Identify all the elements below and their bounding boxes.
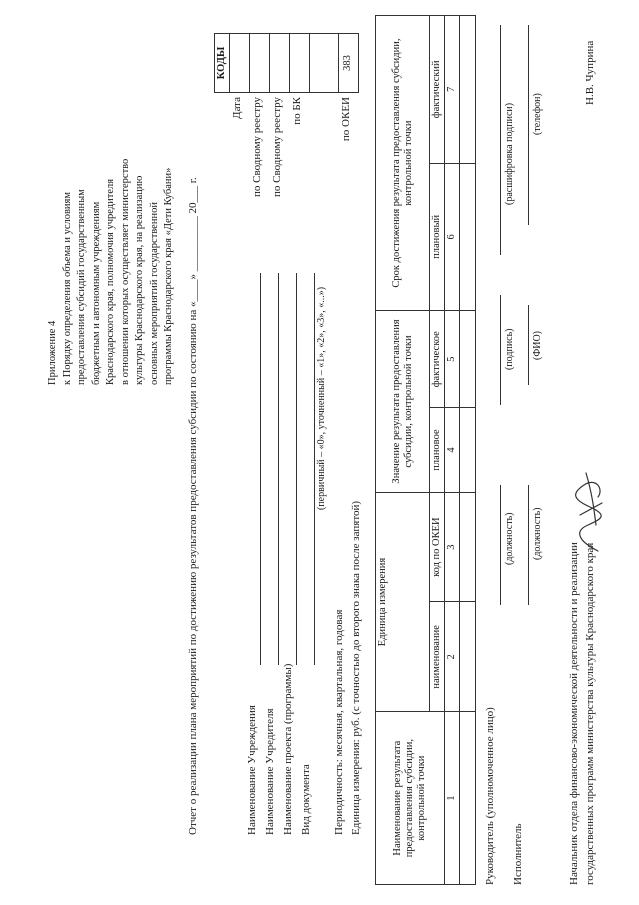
col-value-plan: плановое [430,408,445,493]
col-unit-code: код по ОКЕИ [430,492,445,602]
position-hint-2: (должность) [532,507,543,560]
col-number: 2 [445,602,460,712]
registry-label-2: по Сводному реестру [271,97,283,197]
project-line [296,273,297,665]
institution-line [260,273,261,665]
code-bk [290,34,310,93]
registry-label-1: по Сводному реестру [251,97,263,197]
appendix-line: Приложение 4 [47,320,58,385]
table-cell [460,16,476,164]
report-title: Отчет о реализации плана мероприятий по достижению результатов предоставления субсидии по состоянию на «____» __________ 20___ г. [187,177,199,835]
okei-label: по ОКЕИ [340,97,352,142]
executor-phone-line [528,25,529,225]
table-cell [460,602,476,712]
date-label: Дата [231,97,243,119]
periodicity-label: Периодичность: месячная, квартальная, годовая [333,609,345,835]
codes-table [214,33,359,93]
table-cell [460,712,476,885]
appendix-line: в отношении которых осуществляет министерство [119,158,131,385]
col-unit-name: наименование [430,602,445,712]
col-number: 5 [445,311,460,408]
fio-hint: (ФИО) [532,330,543,360]
appendix-line: к Порядку определения объема и условиям [61,191,73,385]
results-table [375,15,476,885]
signature-hint: (подпись) [504,328,515,370]
col-term-header: Срок достижения результата предоставления субсидии, контрольной точки [376,16,430,311]
code-okei: 383 [339,34,359,93]
codes-header: КОДЫ [215,46,227,80]
appendix-line: бюджетным и автономным учреждениям [90,201,102,385]
founder-label: Наименование Учредителя [264,708,276,835]
founder-line [278,273,279,665]
doc-type-label: Вид документа [300,764,312,835]
code-date [230,34,250,93]
col-unit-header: Единица измерения [376,492,430,711]
appendix-line: предоставления субсидий государственным [76,189,87,385]
appendix-line: программы Краснодарского края «Дети Кубани» [163,167,174,385]
footer-line-2: государственных программ министерства культуры Краснодарского края [584,542,596,885]
bk-label: по БК [291,97,303,125]
col-value-fact: фактическое [430,311,445,408]
doc-type-hint: (первичный – «0», уточненный – «1», «2», «3», «...») [316,286,327,510]
col-number: 1 [445,712,460,885]
executor-position-line [528,485,529,605]
head-position-line [500,485,501,605]
col-number: 6 [445,163,460,311]
decoding-hint: (расшифровка подписи) [504,102,515,205]
code-registry-1 [250,34,270,93]
appendix-line: культуры Краснодарского края, на реализацию [134,175,145,385]
code-empty [310,34,339,93]
col-number: 7 [445,16,460,164]
footer-name: Н.В. Чуприна [584,40,596,105]
handwritten-signature [568,469,612,555]
col-number: 3 [445,492,460,602]
col-value-header: Значение результата предоставления субсидии, контрольной точки [376,311,430,493]
head-signature-line [500,295,501,405]
head-decoding-line [500,25,501,255]
col-term-fact: фактический [430,16,445,164]
code-registry-2 [270,34,290,93]
doc-type-line [314,273,315,665]
project-label: Наименование проекта (программы) [282,663,294,835]
footer-line-1: Начальник отдела финансово-экономической деятельности и реализации [568,542,580,885]
institution-label: Наименование Учреждения [246,705,258,835]
col-result-header: Наименование результата предоставления субсидии, контрольной точки [376,712,445,885]
appendix-line: основных мероприятий государственной [148,202,160,385]
col-term-plan: плановый [430,163,445,311]
table-cell [460,492,476,602]
table-cell [460,311,476,408]
col-number: 4 [445,408,460,493]
unit-label: Единица измерения: руб. (с точностью до второго знака после запятой) [350,500,362,835]
executor-fio-line [528,305,529,385]
appendix-line: Краснодарского края, полномочия учредителя [105,178,116,385]
appendix-header [46,45,177,385]
phone-hint: (телефон) [532,93,543,135]
table-cell [460,408,476,493]
position-hint: (должность) [504,512,515,565]
table-cell [460,163,476,311]
head-label: Руководитель (уполномоченное лицо) [484,707,496,885]
executor-label: Исполнитель [512,823,524,885]
